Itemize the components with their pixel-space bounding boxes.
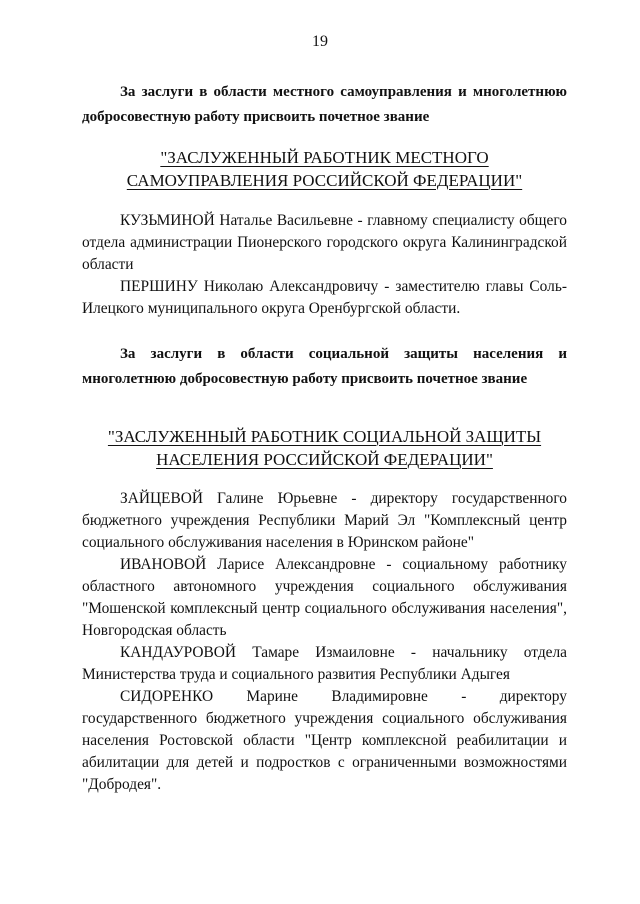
award-entry: КУЗЬМИНОЙ Наталье Васильевне - главному специалисту общего отдела администрации Пионерского городского округа Калининградской области bbox=[82, 212, 567, 273]
award-entry: КАНДАУРОВОЙ Тамаре Измаиловне - начальнику отдела Министерства труда и социального развития Республики Адыгея bbox=[82, 644, 567, 683]
page-number: 19 bbox=[312, 33, 328, 50]
award-entry: ИВАНОВОЙ Ларисе Александровне - социальному работнику областного автономного учреждения социального обслуживания "Мошенской комплексный центр социального обслуживания населения", Новгородская область bbox=[82, 556, 567, 639]
award-entry: СИДОРЕНКО Марине Владимировне - директору государственного бюджетного учреждения социального обслуживания населения Ростовской области "Центр комплексной реабилитации и абилитации для детей и подростков с ограниченными возможностями "Добродея". bbox=[82, 688, 567, 793]
award-entry: ПЕРШИНУ Николаю Александровичу - заместителю главы Соль-Илецкого муниципального округа Оренбургской области. bbox=[82, 278, 567, 317]
award-entry: ЗАЙЦЕВОЙ Галине Юрьевне - директору государственного бюджетного учреждения Республики Марий Эл "Комплексный центр социального обслуживания населения в Юринском районе" bbox=[82, 490, 567, 551]
section-1-intro: За заслуги в области местного самоуправления и многолетнюю добросовестную работу присвоить почетное звание bbox=[82, 84, 567, 125]
section-2-intro: За заслуги в области социальной защиты населения и многолетнюю добросовестную работу присвоить почетное звание bbox=[82, 346, 567, 387]
section-2-title: "ЗАСЛУЖЕННЫЙ РАБОТНИК СОЦИАЛЬНОЙ ЗАЩИТЫ НАСЕЛЕНИЯ РОССИЙСКОЙ ФЕДЕРАЦИИ" bbox=[107, 427, 542, 469]
section-1-title: "ЗАСЛУЖЕННЫЙ РАБОТНИК МЕСТНОГО САМОУПРАВЛЕНИЯ РОССИЙСКОЙ ФЕДЕРАЦИИ" bbox=[126, 148, 523, 190]
